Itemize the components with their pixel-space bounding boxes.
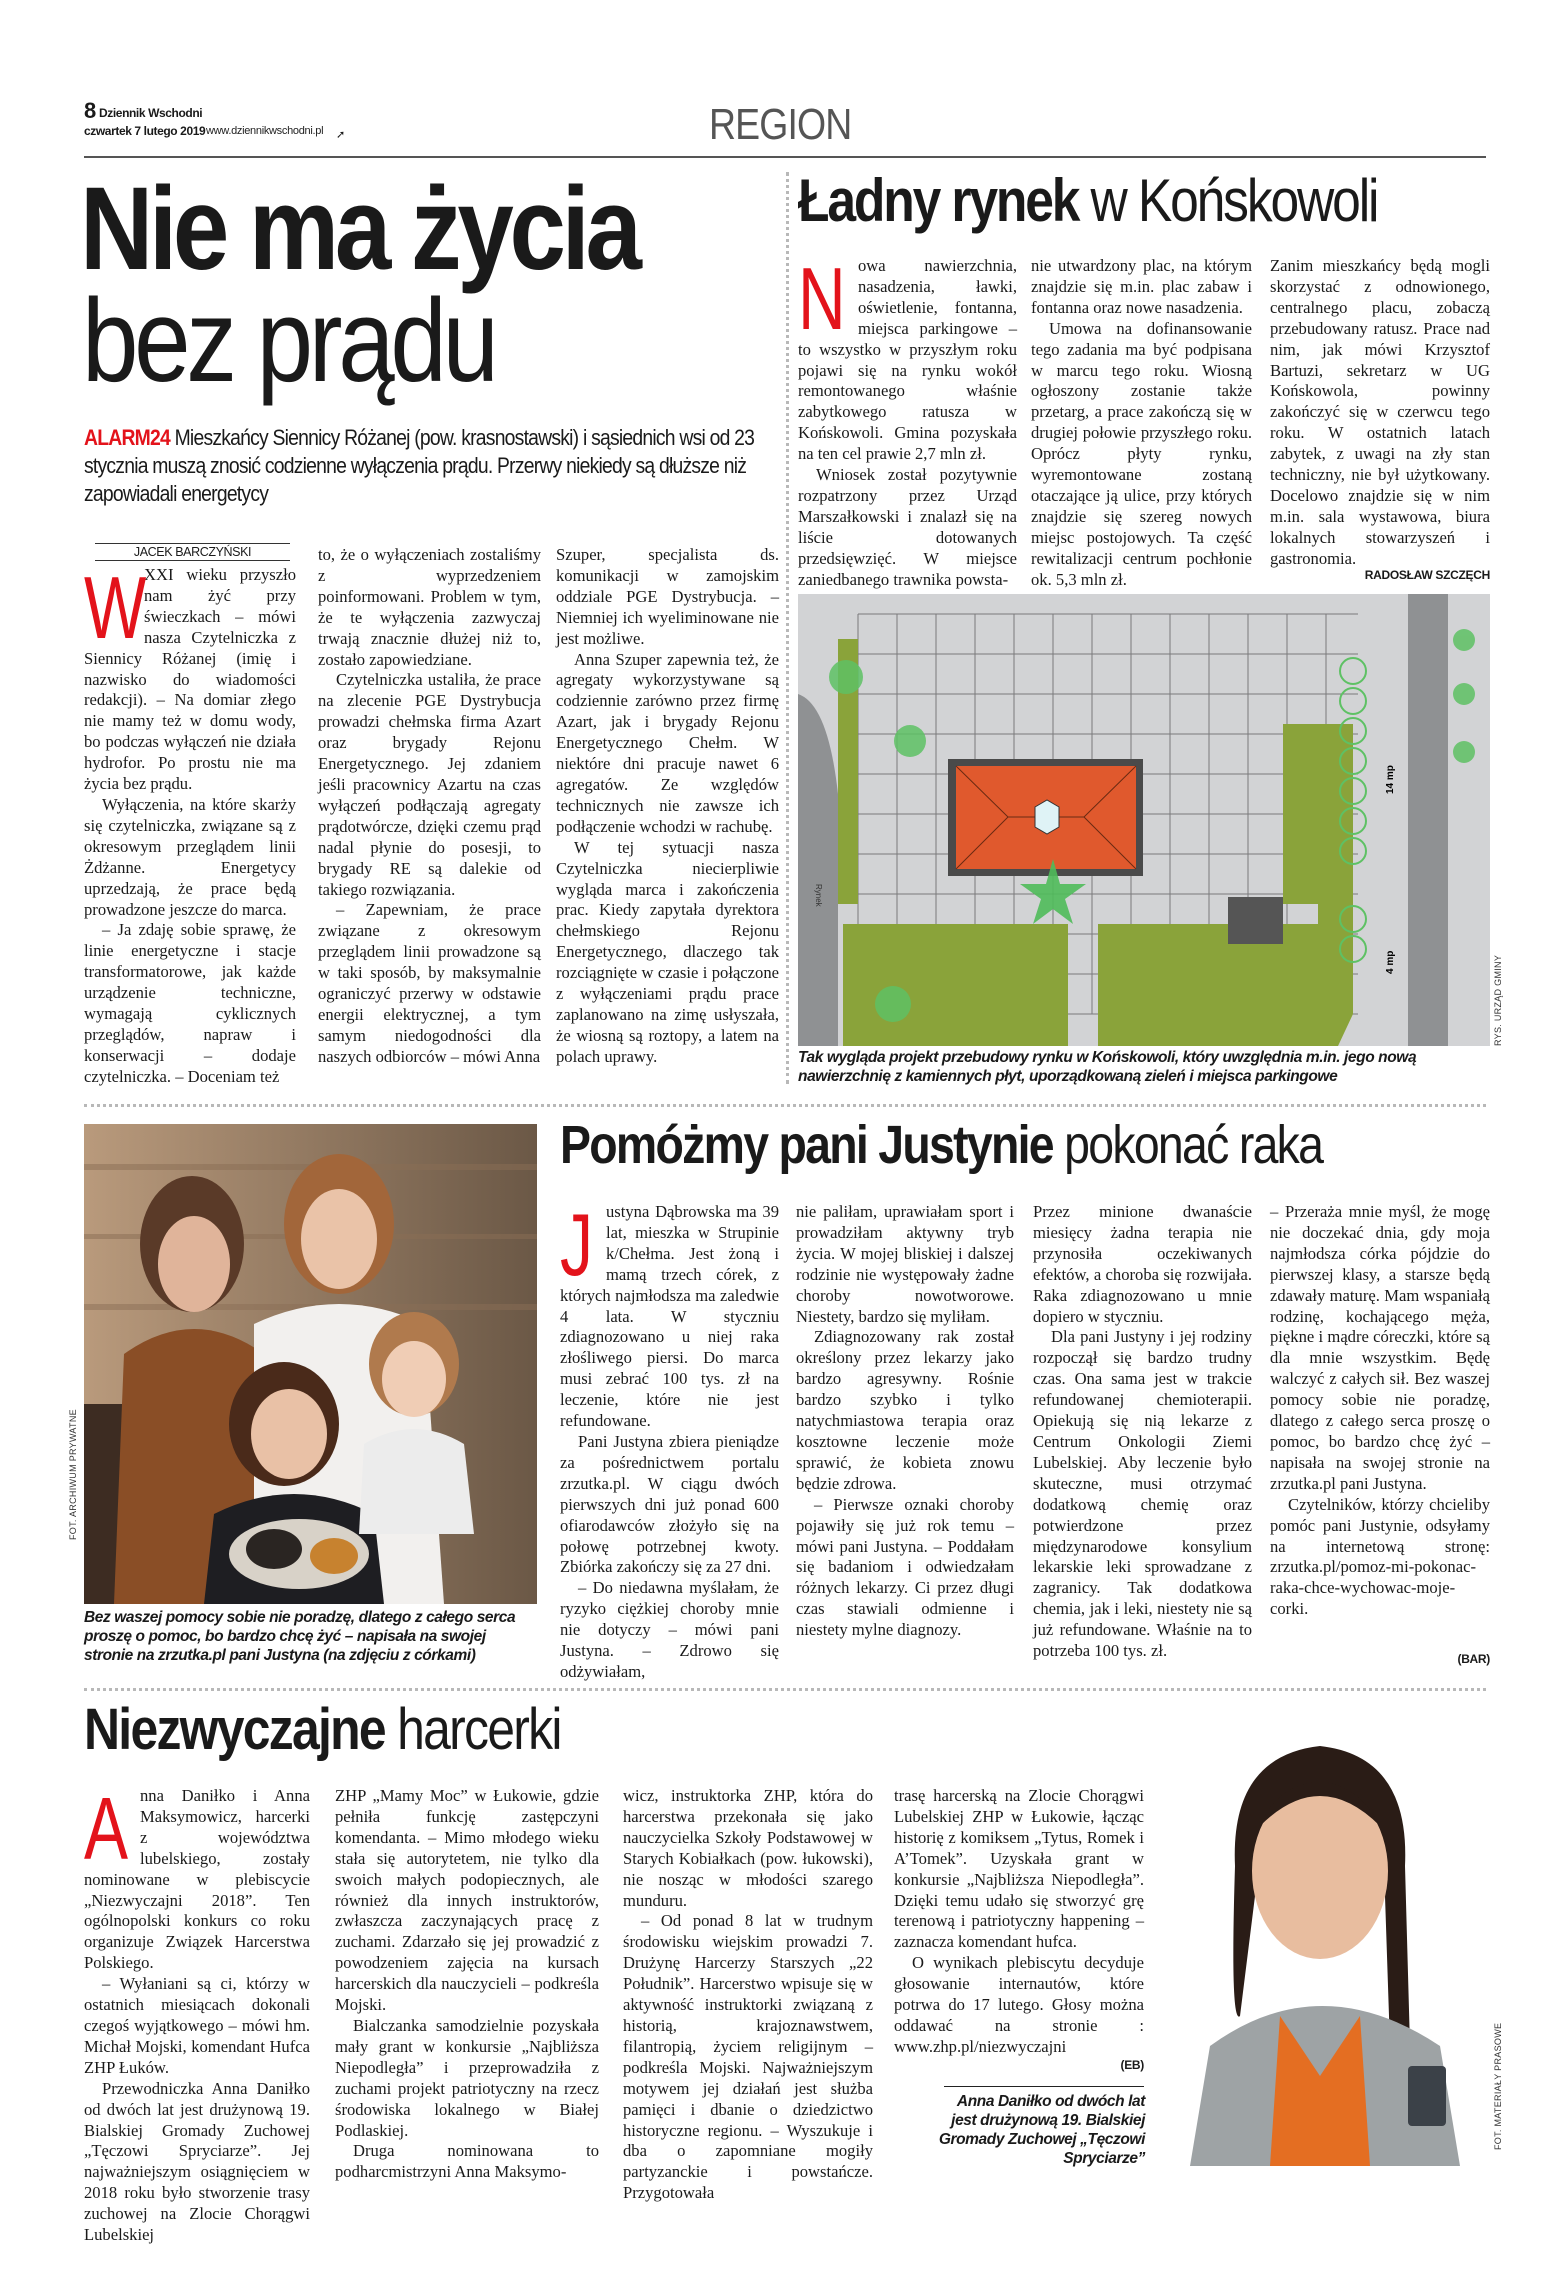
column-divider: [786, 172, 789, 1084]
headline-bold: Pomóżmy pani Justynie: [560, 1115, 1053, 1175]
author-byline: (EB): [1120, 2058, 1144, 2072]
photo-credit: FOT. ARCHIWUM PRYWATNE: [68, 1409, 78, 1540]
article-column: [796, 1202, 1014, 1672]
paragraph: Szuper, specjalista ds. komunikacji w zamojskim oddziale PGE Dystrybucja. – Niemniej ich wyeliminowane nie jest możliwe.: [556, 545, 779, 648]
paragraph: Czytelniczka ustaliła, że prace na zlecenie PGE Dystrybucja prowadzi chełmska firma Azart oraz brygady Rejonu Energetycznego. Jej zdaniem jeśli pracownicy Azartu na czas wyłączeń podłączają agregaty prądotwórcze, dzięki czemu prąd nadal płynie do posesji, to brygady RE są dalekie od takiego rozwiązania.: [318, 670, 541, 899]
paragraph: nna Daniłko i Anna Maksymowicz, harcerki z województwa lubelskiego, zostały nominowane w plebiscycie „Niezwyczajni 2018”. Ten ogólnopolski konkurs co roku organizuje Związek Harcerstwa Polskiego.: [84, 1786, 310, 1973]
drop-cap: J: [560, 1195, 593, 1294]
issue-date: czwartek 7 lutego 2019: [84, 124, 206, 138]
website-link[interactable]: www.dziennikwschodni.pl: [206, 125, 324, 137]
page-number: 8: [84, 98, 97, 123]
headline-line2: bez prądu: [82, 275, 495, 407]
paragraph: to, że o wyłączeniach zostaliśmy z wyprzedzeniem poinformowani. Problem w tym, że te wyłączenia zazwyczaj trwają znacznie dłużej niż to, zostało zapowiedziane.: [318, 545, 541, 669]
paragraph: ZHP „Mamy Moc” w Łukowie, gdzie pełniła funkcję zastępczyni komendanta. – Mimo młodego wieku stała się autorytetem, nie tylko dla swoich małych podopiecznych, ale również dla innych instruktorów, zwłaszcza zaczynających pracę z zuchami. Zdarzało się jej prowadzić z powodzeniem zajęcia na kursach harcerskich dla nauczycieli – podkreśla Mojski.: [335, 1786, 599, 2015]
paragraph: W tej sytuacji nasza Czytelniczka niecierpliwie wygląda marca i zakończenia prac. Kiedy zapytała dyrektora chełmskiego Rejonu Energetycznego, dlaczego tak rozciągnięte w czasie i połączone z wyłączeniami prądu prace zaplanowano na zimę usłyszała, że wiosną są roztopy, a latem na polach uprawy.: [556, 837, 779, 1066]
article-column: [1270, 256, 1490, 570]
paragraph: Umowa na dofinansowanie tego zadania ma być podpisana w marcu tego roku. Wiosną ogłoszony zostanie także przetarg, a prace zakończą się w drugiej połowie przyszłego roku. Oprócz płyty rynku, wyremontowane zostaną otaczające ją ulice, przy których znajdzie się szereg nowych miejsc postojowych. Ta część rewitalizacji centrum pochłonie ok. 5,3 mln zł.: [1031, 318, 1252, 589]
street-right: [1408, 594, 1448, 1046]
paragraph: O wynikach plebiscytu decyduje głosowanie internautów, które potrwa do 17 lutego. Głosy można oddawać na stronie : www.zhp.pl/niezwyczajni: [894, 1953, 1144, 2056]
paragraph: Dla pani Justyny i jej rodziny rozpoczął się bardzo trudny czas. Ona sama jest w trakcie refundowanej chemioterapii. Opiekują się nią lekarze z Centrum Onkologii Ziemi Lubelskiej. Aby leczenie było skuteczne, musi otrzymać dodatkową chemię oraz potwierdzone przez międzynarodowe konsylium lekarskie leki sprowadzane z zagranicy. Tak dodatkowa chemia, jak i leki, niestety nie są już refundowane. Właśnie na to potrzeba 100 tys. zł.: [1033, 1327, 1252, 1661]
paragraph: – Do niedawna myślałam, że ryzyko ciężkiej choroby mnie nie dotyczy – mówi pani Justyna. – Zdrowo się odżywiałam,: [560, 1578, 779, 1681]
paved-area: [1228, 897, 1283, 944]
drop-cap: W: [84, 558, 147, 657]
article-column: [335, 1786, 599, 2181]
paper-name: Dziennik Wschodni: [99, 106, 203, 120]
paragraph: – Zapewniam, że prace związane z okresowym przeglądem linii prowadzone są w taki sposób, by maksymalnie ograniczyć przerwy w odstawie energii elektrycznej, a tym samym niedogodności dla naszych odbiorców – mówi Anna: [318, 900, 541, 1066]
paragraph: – Ja zdaję sobie sprawę, że linie energetyczne i stacje transformatorowe, jak każde urządzenie techniczne, wymagają cyklicznych przeglądów, napraw i konserwacji – dodaje czytelniczka. – Doceniam też: [84, 920, 296, 1086]
header-rule: [84, 156, 1486, 158]
article-column: [1270, 1202, 1490, 1652]
paragraph: trasę harcerską na Zlocie Chorągwi Lubelskiej ZHP w Łukowie, łącząc historię z komiksem „Tytus, Romek i A’Tomek”. Uzyskała grant w konkursie „Najbliższa Niepodległa”. Dzięki temu udało się stworzyć grę terenową i patriotyczny happening – zaznacza komendant hufca.: [894, 1786, 1144, 1952]
paragraph: wicz, instruktorka ZHP, która do harcerstwa przekonała się jako nauczycielka Szkoły Podstawowej w Starych Kobiałkach (pow. łukowski), nie nosząc w młodości szarego munduru.: [623, 1786, 873, 1910]
paragraph: Zanim mieszkańcy będą mogli skorzystać z odnowionego, centralnego placu, zobaczą przebudowany ratusz. Prace nad nim, jak mówi Krzysztof Bartuzi, sekretarz w UG Końskowola, powinny zakończyć się w czerwcu tego roku. W ostatnich latach zabytek, z uwagi na zły stan techniczny, nie był użytkowany. Docelowo znajdzie się w nim m.in. sala wystawowa, biura lokalnych stowarzyszeń i gastronomia.: [1270, 256, 1490, 568]
paragraph: Anna Szuper zapewnia też, że agregaty wykorzystywane są codziennie zarówno przez firmę Azart, jak i brygady Rejonu Energetycznego Chełm. W niektóre dni pracuje nawet 6 agregatów. Ze względów technicznych nie zawsze ich podłączenie wchodzi w rachubę.: [556, 649, 779, 836]
fountain: [1035, 800, 1059, 834]
article-column: [798, 249, 1017, 590]
headline-light: harcerki: [397, 1697, 561, 1762]
lead-paragraph: [84, 424, 763, 508]
drop-cap: A: [84, 1779, 129, 1878]
paragraph: – Przeraża mnie myśl, że mogę nie doczekać dnia, gdy moja najmłodsza córka pójdzie do pierwszej klasy, a starsze będą zdawały maturę. Mam wspaniałą rodzinę, kochającego męża, piękne i mądre córeczki, które są dla mnie wszystkim. Będę walczyć z całych sił. Bez waszej pomocy sobie nie poradzę, dlatego z całego serca proszę o pomoc, bo bardzo chcę żyć – napisała na swojej stronie na zrzutka.pl pani Justyna.: [1270, 1202, 1490, 1493]
section-title: REGION: [709, 100, 852, 149]
paragraph: nie utwardzony plac, na którym znajdzie się m.in. plac zabaw i fontanna oraz nowe nasadzenia.: [1031, 256, 1252, 317]
photo-caption: Anna Daniłko od dwóch lat jest drużynową 19. Bialskiej Gromady Zuchowej „Tęczowi Spryciarze”: [938, 2093, 1145, 2167]
headline-light: w Końskowoli: [1090, 167, 1378, 234]
article-column: [623, 1786, 873, 2203]
map-credit: RYS. URZĄD GMINY: [1493, 954, 1503, 1046]
paragraph: Pani Justyna zbiera pieniądze za pośrednictwem portalu zrzutka.pl. W ciągu dwóch pierwszych dni już ponad 600 ofiarodawców złożyło się na połowę potrzebnej kwoty. Zbiórka zakończy się za 27 dni.: [560, 1431, 779, 1577]
family-photo: [84, 1124, 537, 1604]
article-column: [318, 545, 541, 1089]
paragraph: nie paliłam, uprawiałam sport i prowadziłam aktywny tryb życia. W mojej bliskiej i dalszej rodzinie nie występowały żadne choroby nowotworowe. Niestety, bardzo się myliłam.: [796, 1202, 1014, 1326]
headline-bold: Ładny rynek: [798, 167, 1079, 234]
article-column: [560, 1195, 779, 1681]
drop-cap: N: [798, 249, 846, 348]
paragraph: ustyna Dąbrowska ma 39 lat, mieszka w Strupinie k/Chełma. Jest żoną i mamą trzech córek, z których najmłodsza ma zaledwie 4 lata. W styczniu zdiagnozowano u niej raka złośliwego piersi. Do marca musi zebrać 100 tys. zł na leczenie, które nie jest refundowane.: [560, 1202, 779, 1431]
photo-credit: FOT. MATERIAŁY PRASOWE: [1493, 2022, 1503, 2150]
paragraph: Przewodniczka Anna Daniłko od dwóch lat jest drużynową 19. Bialskiej Gromady Zuchowej „Tęczowi Spryciarze”. Jej najważniejszym osiągnięciem w 2018 roku było stworzenie trasy zuchowej na Zlocie Chorągwi Lubelskiej: [84, 2078, 310, 2245]
paragraph: owa nawierzchnia, nasadzenia, ławki, oświetlenie, fontanna, miejsca parkingowe – to wszystko w przyszłym roku pojawi się na rynku wokół remontowanego właśnie zabytkowego ratusza w Końskowoli. Gmina pozyskała na ten cel prawie 2,7 mln zł.: [798, 256, 1017, 464]
paragraph: XXI wieku przyszło nam żyć przy świeczkach – mówi nasza Czytelniczka z Siennicy Różanej (imię i nazwisko do wiadomości redakcji). – Na domiar złego nie mamy też w domu wody, bo podczas wyłączeń nie działa hydrofor. Po prostu nie ma życia bez prądu.: [84, 565, 296, 794]
parking-label: 14 mp: [1385, 765, 1396, 794]
lead-tag: ALARM24: [84, 425, 170, 450]
photo-caption: Bez waszej pomocy sobie nie poradzę, dlatego z całego serca proszę o pomoc, bo bardzo chcę żyć – napisała na swojej stronie na zrzutka.pl pani Justyna (na zdjęciu z córkami): [84, 1609, 516, 1664]
paragraph: Wyłączenia, na które skarży się czytelniczka, związane są z okresowym przeglądem linii Żdżanne. Energetycy uprzedzają, że prace będą prowadzone jeszcze do marca.: [84, 794, 296, 919]
page-header: [84, 100, 1486, 158]
article-column: [1033, 1202, 1252, 1672]
headline-bold: Niezwyczajne: [84, 1697, 385, 1762]
section-divider: [84, 1104, 1486, 1107]
headline-light: pokonać raka: [1064, 1115, 1323, 1175]
headline: [798, 168, 1377, 234]
section-divider: [84, 1688, 1486, 1691]
article-column: [1031, 256, 1252, 590]
headline-line1: Nie ma życia: [80, 163, 638, 295]
article-column: [894, 1786, 1144, 2056]
scout-girl-photo: [1150, 1716, 1486, 2166]
headline: [84, 1698, 561, 1762]
paragraph: Druga nominowana to podharcmistrzyni Anna Maksymo-: [335, 2141, 599, 2182]
paragraph: Bialczanka samodzielnie pozyskała mały grant w konkursie „Najbliższa Niepodległa” i przeprowadziła z zuchami projekt patriotyczny na rzecz środowiska lokalnego w Białej Podlaskiej.: [335, 2015, 599, 2140]
author-byline: RADOSŁAW SZCZĘCH: [1364, 568, 1490, 582]
paragraph: Czytelników, którzy chcieliby pomóc pani Justynie, odsyłamy na internetową stronę: zrzutka.pl/pomoz-mi-pokonac-raka-chce-wychowac-moje-corki.: [1270, 1494, 1490, 1619]
author-byline: (BAR): [1457, 1652, 1490, 1666]
article-column: [84, 558, 296, 1089]
article-column: [84, 1779, 310, 2245]
map-caption: Tak wygląda projekt przebudowy rynku w Końskowoli, który uwzględnia m.in. jego nową nawierzchnię z kamiennych płyt, uporządkowaną zieleń i miejsca parkingowe: [798, 1049, 1417, 1085]
lead-text: Mieszkańcy Siennicy Różanej (pow. krasnostawski) i sąsiednich wsi od 23 stycznia muszą znosić codzienne wyłączenia prądu. Przerwy niekiedy są dłuższe niż zapowiadali energetycy: [84, 425, 755, 506]
street-label: Rynek: [814, 884, 823, 907]
paragraph: Przez minione dwanaście miesięcy żadna terapia nie przynosiła oczekiwanych efektów, a choroba się rozwijała. Raka zdiagnozowano u mnie dopiero w styczniu.: [1033, 1202, 1252, 1326]
cursor-icon: ➚: [336, 129, 346, 141]
paragraph: – Wyłaniani są ci, którzy w ostatnich miesiącach dokonali czegoś wyjątkowego – mówi hm. Michał Mojski, komendant Hufca ZHP Łuków.: [84, 1974, 310, 2077]
author-byline: JACEK BARCZYŃSKI: [95, 543, 290, 561]
paragraph: Zdiagnozowany rak został określony przez lekarzy jako bardzo agresywny. Rośnie bardzo szybko i tylko natychmiastowa terapia oraz kosztowne leczenie może sprawić, że kobieta znowu będzie zdrowa.: [796, 1327, 1014, 1493]
article-column: [556, 545, 779, 1089]
green-area: [843, 924, 1068, 1046]
parking-label: 4 mp: [1385, 950, 1396, 974]
market-plan-drawing: [798, 594, 1490, 1046]
headline: [560, 1114, 1322, 1176]
paragraph: – Pierwsze oznaki choroby pojawiły się już rok temu – mówi pani Justyna. – Poddałam się badaniom i odwiedzałam różnych lekarzy. Ci przez długi czas stawiali odmienne i niestety mylne diagnozy.: [796, 1494, 1014, 1640]
paragraph: – Od ponad 8 lat w trudnym środowisku wiejskim prowadzi 7. Drużynę Harcerzy Starszych „22 Południk”. Harcerstwo wpisuje się w aktywność instruktorki związaną z historią, krajoznawstwem, filantropią, życiem religijnym – podkreśla Mojski. Najważniejszym motywem jej działań jest służba pamięci i dbanie o dziedzictwo historyczne regionu. – Wyszukuje i dba o zapomniane mogiły partyzanckie i powstańcze. Przygotowała: [623, 1911, 873, 2203]
paragraph: Wniosek został pozytywnie rozpatrzony przez Urząd Marszałkowski i znalazł się na liście dotowanych przedsięwzięć. W miejsce zaniedbanego trawnika powsta-: [798, 465, 1017, 589]
caption-rule: [944, 2086, 1144, 2087]
